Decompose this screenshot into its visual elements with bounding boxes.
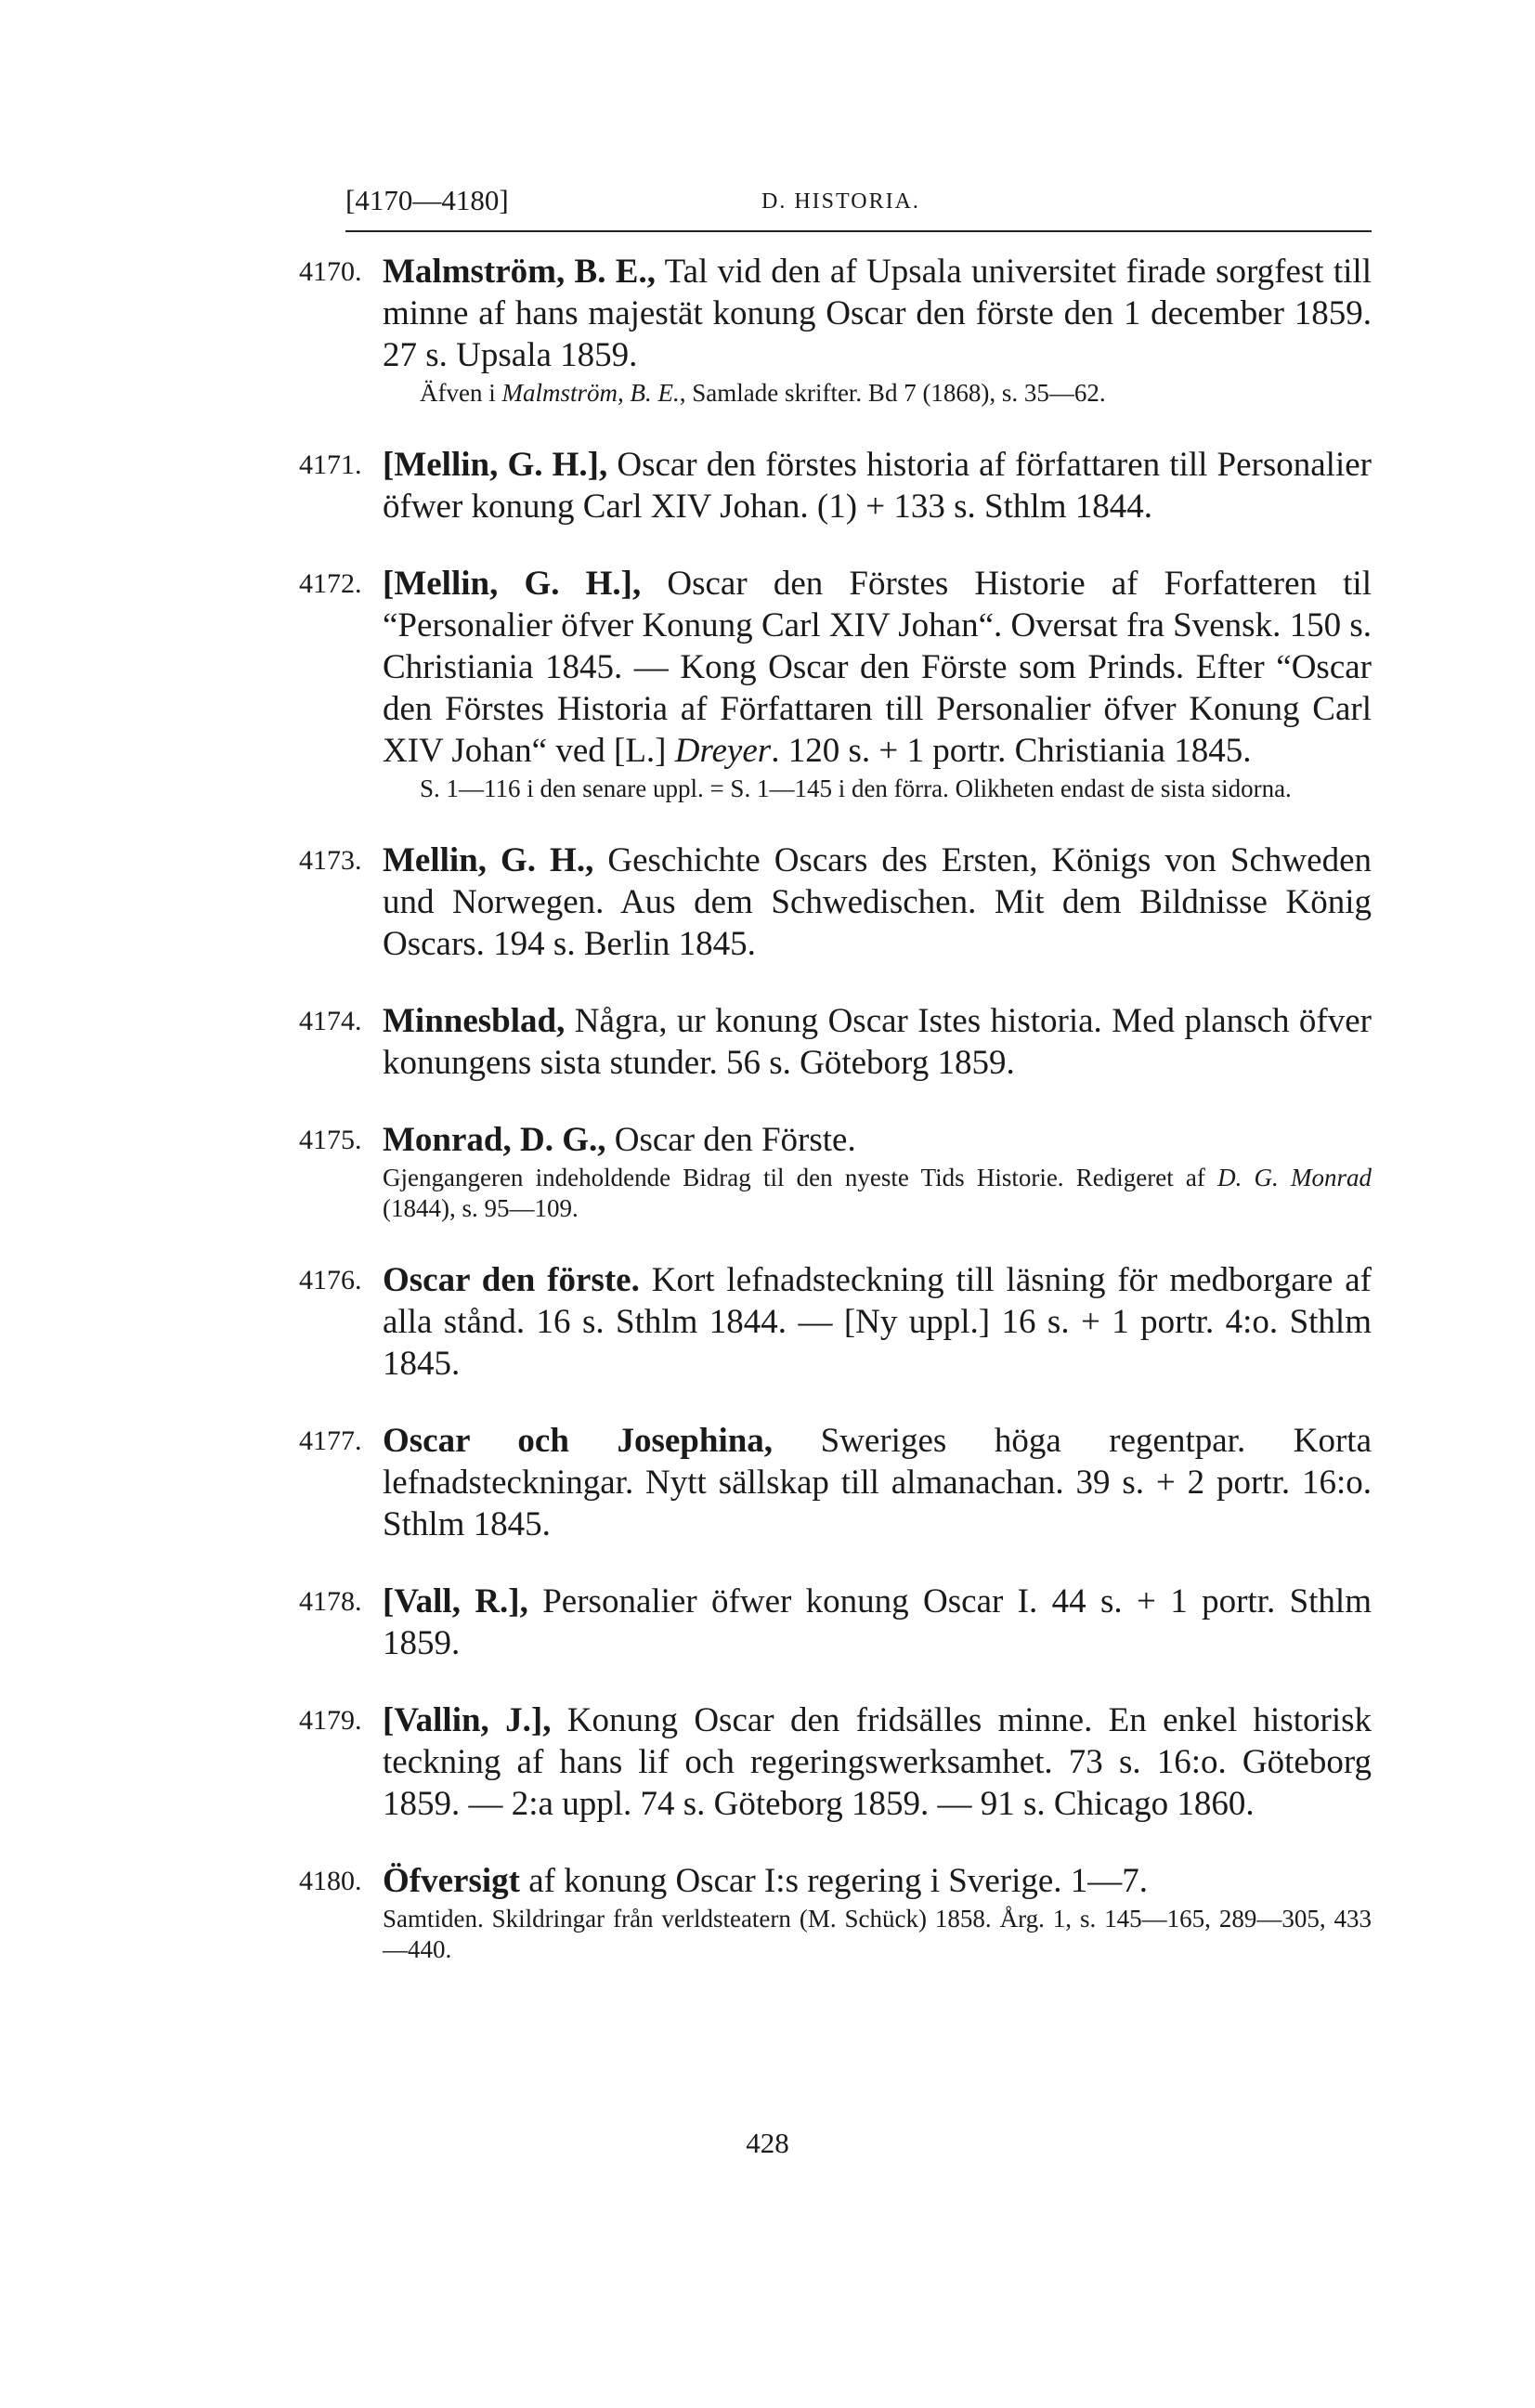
entry-number: 4178. [299, 1586, 362, 1617]
entry-4170 [299, 251, 1372, 409]
entry-4171 [299, 444, 1372, 527]
entry-note: S. 1—116 i den senare uppl. = S. 1—145 i den förra. Olikheten endast de sista sidorna. [420, 774, 1292, 802]
entry-text: Personalier öfwer konung Oscar I. 44 s. + 1 portr. Sthlm 1859. [383, 1582, 1372, 1662]
entry-author: [Vallin, J.], [383, 1701, 552, 1739]
entry-author: [Vall, R.], [383, 1582, 528, 1621]
entry-number: 4172. [299, 568, 362, 599]
entry-text: af konung Oscar I:s regering i Sverige. 1—7. [519, 1862, 1149, 1900]
entry-text: Oscar den förstes historia af författaren till Personalier öfwer konung Carl XIV Johan. (1) + 133 s. Sthlm 1844. [383, 446, 1372, 526]
entry-number: 4176. [299, 1265, 362, 1295]
entry-note: Äfven i Malmström, B. E., Samlade skrifter. Bd 7 (1868), s. 35—62. [420, 379, 1106, 407]
entry-text: Tal vid den af Upsala universitet firade sorgfest till minne af hans majestät konung Oscar den förste den 1 december 1859. 27 s. Upsala 1859. [383, 253, 1372, 374]
entry-text: Några, ur konung Oscar Istes historia. Med plansch öfver konungens sista stunder. 56 s. Göteborg 1859. [383, 1002, 1372, 1082]
entry-author: Mellin, G. H., [383, 841, 594, 879]
entry-author: [Mellin, G. H.], [383, 446, 608, 484]
entry-text: Oscar den Förstes Historie af Forfatteren til “Personalier öfver Konung Carl XIV Johan“. Oversat fra Svensk. 150 s. Christiania 1845. — Kong Oscar den Förste som Prinds. Efter “Oscar den Förstes Historia af Författaren till Personalier öfver Konung Carl XIV Johan“ ved [L.] Dreyer. 120 s. + 1 portr. Christiania 1845. [383, 565, 1372, 770]
entry-number: 4180. [299, 1866, 362, 1896]
section-title: D. HISTORIA. [761, 189, 920, 214]
entry-text: Sweriges höga regentpar. Korta lefnadsteckningar. Nytt sällskap till almanachan. 39 s. + 2 portr. 16:o. Sthlm 1845. [383, 1422, 1372, 1543]
entry-author: Öfversigt [383, 1862, 520, 1900]
entry-4176 [299, 1259, 1372, 1385]
entry-number: 4179. [299, 1705, 362, 1736]
entry-4175 [299, 1119, 1372, 1224]
entry-text: Kort lefnadsteckning till läsning för medborgare af alla stånd. 16 s. Sthlm 1844. — [Ny uppl.] 16 s. + 1 portr. 4:o. Sthlm 1845. [383, 1261, 1372, 1383]
entry-author: Minnesblad, [383, 1002, 566, 1040]
entry-4179 [299, 1699, 1372, 1825]
bibliography-list [299, 251, 1372, 1965]
entry-number: 4175. [299, 1125, 362, 1155]
entry-author: Oscar den förste. [383, 1261, 640, 1299]
entry-text: Konung Oscar den fridsälles minne. En enkel historisk teckning af hans lif och regeringswerksamhet. 73 s. 16:o. Göteborg 1859. — 2:a uppl. 74 s. Göteborg 1859. — 91 s. Chicago 1860. [383, 1701, 1372, 1823]
entry-author: Monrad, D. G., [383, 1121, 606, 1159]
entry-range: [4170—4180] [345, 184, 509, 216]
page-number: 428 [746, 2127, 789, 2159]
entry-text: Geschichte Oscars des Ersten, Königs von Schweden und Norwegen. Aus dem Schwedischen. Mit dem Bildnisse König Oscars. 194 s. Berlin 1845. [383, 841, 1372, 963]
entry-4178 [299, 1581, 1372, 1664]
entry-4177 [299, 1420, 1372, 1545]
entry-number: 4171. [299, 449, 362, 480]
entry-4173 [299, 840, 1372, 965]
entry-number: 4177. [299, 1425, 362, 1456]
running-header [345, 176, 1372, 232]
entry-4172 [299, 563, 1372, 804]
entry-text: Oscar den Förste. [605, 1121, 856, 1159]
entry-4174 [299, 1000, 1372, 1084]
entry-note: Gjengangeren indeholdende Bidrag til den nyeste Tids Historie. Redigeret af D. G. Monrad (1844), s. 95—109. [383, 1164, 1372, 1222]
entry-number: 4170. [299, 256, 362, 287]
entry-author: Malmström, B. E., [383, 253, 656, 291]
entry-note: Samtiden. Skildringar från verldsteatern (M. Schück) 1858. Årg. 1, s. 145—165, 289—305, 433—440. [383, 1905, 1372, 1963]
entry-4180 [299, 1860, 1372, 1965]
entry-number: 4174. [299, 1006, 362, 1036]
entry-number: 4173. [299, 845, 362, 876]
entry-author: Oscar och Josephina, [383, 1422, 774, 1460]
entry-author: [Mellin, G. H.], [383, 565, 642, 603]
